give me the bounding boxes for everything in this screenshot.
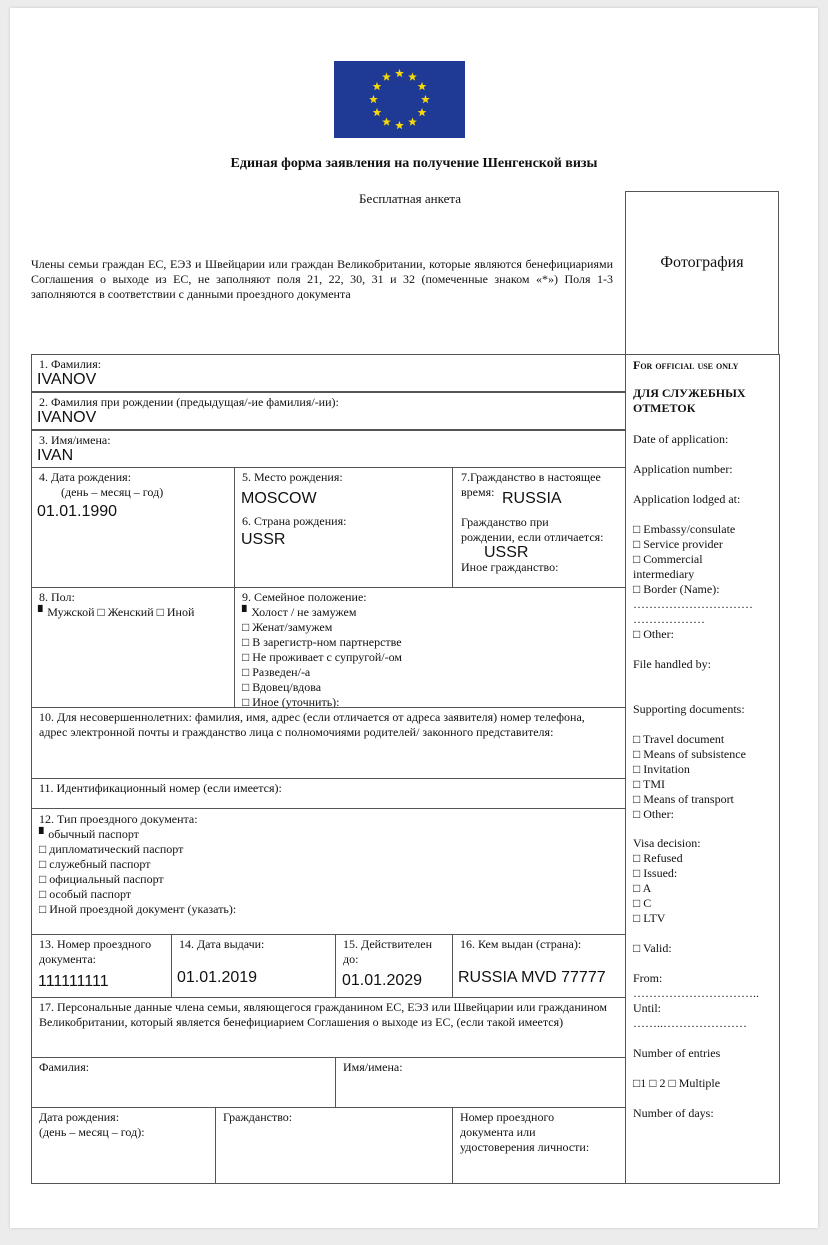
official-heading: For official use only xyxy=(633,358,739,372)
lodged-option-7: □ Other: xyxy=(633,627,674,641)
field-6-label: 6. Страна рождения: xyxy=(242,514,347,528)
field-13-value: 111111111 xyxy=(38,973,109,990)
field-12-document-type[interactable] xyxy=(31,808,626,935)
field-7-birth-label-b: рождении, если отличается: xyxy=(461,530,604,544)
field-5-6-birth-place[interactable] xyxy=(234,467,453,588)
official-until: Until: xyxy=(633,1001,662,1015)
field-11-label: 11. Идентификационный номер (если имеется): xyxy=(39,781,282,795)
field-16-label: 16. Кем выдан (страна): xyxy=(460,937,582,951)
field-17-citizenship[interactable] xyxy=(215,1107,453,1184)
official-visa-decision: Visa decision: xyxy=(633,836,701,850)
field-5-label: 5. Место рождения: xyxy=(242,470,343,484)
official-decision-options xyxy=(633,851,683,926)
photo-box xyxy=(625,191,779,355)
field-17-label: 17. Персональные данные члена семьи, являющегося гражданином ЕС, ЕЭЗ или Швейцарии или гражданином Великобритании, который является бенефициарием Соглашения о выходе из ЕС, (если такой имеется) xyxy=(39,1000,607,1029)
field-7-birth-value: USSR xyxy=(484,544,529,561)
marital-option-married[interactable]: □ Женат/замужем xyxy=(242,620,333,634)
lodged-option-6: ……………… xyxy=(633,612,705,626)
field-12-options[interactable] xyxy=(39,827,236,917)
field-4-sublabel: (день – месяц – год) xyxy=(61,485,164,499)
official-lodged-options xyxy=(633,522,753,642)
field-13-label-b: документа: xyxy=(39,952,96,966)
field-4-value: 01.01.1990 xyxy=(37,503,118,520)
supporting-option-4: □ Means of transport xyxy=(633,792,734,806)
official-supporting-options xyxy=(633,732,746,822)
supporting-option-2: □ Invitation xyxy=(633,762,690,776)
field-7-other-label: Иное гражданство: xyxy=(461,560,559,574)
field-7-label-b: время: xyxy=(461,485,495,499)
field-17-dob-label-b: (день – месяц – год): xyxy=(39,1125,145,1139)
doc-option-special[interactable]: □ особый паспорт xyxy=(39,887,132,901)
doc-option-ordinary[interactable]: ▘обычный паспорт xyxy=(39,827,139,841)
field-17-first-name[interactable] xyxy=(335,1057,626,1108)
field-4-label: 4. Дата рождения: xyxy=(39,470,132,484)
lodged-option-3: intermediary xyxy=(633,567,695,581)
field-17-doc-label-b: документа или xyxy=(460,1125,536,1139)
field-5-value: MOSCOW xyxy=(241,490,317,507)
official-use-column xyxy=(625,354,780,1184)
field-13-label-a: 13. Номер проездного xyxy=(39,937,152,951)
field-17-document-number[interactable] xyxy=(452,1107,626,1184)
doc-option-other[interactable]: □ Иной проездной документ (указать): xyxy=(39,902,237,916)
marital-option-divorced[interactable]: □ Разведен/-а xyxy=(242,665,311,679)
lodged-option-4: □ Border (Name): xyxy=(633,582,720,596)
official-from-dots: ………………………….. xyxy=(633,986,759,1000)
field-15-label-a: 15. Действителен xyxy=(343,937,433,951)
lodged-option-5: ………………………… xyxy=(633,597,753,611)
field-7-citizenship[interactable] xyxy=(452,467,626,588)
field-11-id-number[interactable] xyxy=(31,778,626,809)
field-10-guardian[interactable] xyxy=(31,707,626,779)
field-16-value: RUSSIA MVD 77777 xyxy=(458,969,606,986)
field-16-issued-by[interactable] xyxy=(452,934,626,998)
field-3-label: 3. Имя/имена: xyxy=(39,433,111,447)
official-from: From: xyxy=(633,971,663,985)
field-9-options[interactable] xyxy=(242,605,402,710)
marital-option-other[interactable]: □ Иное (уточнить): xyxy=(242,695,340,709)
field-8-sex[interactable] xyxy=(31,587,235,708)
field-14-label: 14. Дата выдачи: xyxy=(179,937,265,951)
field-17-doc-label-c: удостоверения личности: xyxy=(460,1140,590,1154)
eu-flag-logo xyxy=(334,61,465,138)
field-9-marital-status[interactable] xyxy=(234,587,626,708)
decision-option-4: □ LTV xyxy=(633,911,666,925)
official-heading-ru-a: ДЛЯ СЛУЖЕБНЫХ xyxy=(633,386,746,400)
field-3-value: IVAN xyxy=(37,447,74,464)
form-subtitle: Бесплатная анкета xyxy=(359,191,461,206)
field-17-citizenship-label: Гражданство: xyxy=(223,1110,293,1124)
official-valid: □ Valid: xyxy=(633,941,672,955)
doc-option-diplomatic[interactable]: □ дипломатический паспорт xyxy=(39,842,184,856)
field-13-document-number[interactable] xyxy=(31,934,172,998)
field-2-value: IVANOV xyxy=(37,409,97,426)
supporting-option-5: □ Other: xyxy=(633,807,674,821)
field-2-label: 2. Фамилия при рождении (предыдущая/-ие фамилия/-ии): xyxy=(39,395,339,409)
marital-option-separated[interactable]: □ Не проживает с супругой/-ом xyxy=(242,650,402,664)
field-8-label: 8. Пол: xyxy=(39,590,75,604)
supporting-option-3: □ TMI xyxy=(633,777,666,791)
official-supporting: Supporting documents: xyxy=(633,702,745,716)
decision-option-3: □ C xyxy=(633,896,652,910)
official-until-dots: ……..………………… xyxy=(633,1016,747,1030)
field-17-dob-label-a: Дата рождения: xyxy=(39,1110,120,1124)
decision-option-1: □ Issued: xyxy=(633,866,678,880)
official-entries: Number of entries xyxy=(633,1046,721,1060)
lodged-option-2: □ Commercial xyxy=(633,552,703,566)
official-heading-ru-b: ОТМЕТОК xyxy=(633,401,696,415)
field-7-birth-label-a: Гражданство при xyxy=(461,515,549,529)
marital-option-widowed[interactable]: □ Вдовец/вдова xyxy=(242,680,322,694)
field-8-options[interactable]: ▘Мужской □ Женский □ Иной xyxy=(38,605,195,619)
lodged-option-1: □ Service provider xyxy=(633,537,723,551)
field-17-family-member xyxy=(31,997,626,1058)
form-notice: Члены семьи граждан ЕС, ЕЭЗ и Швейцарии или граждан Великобритании, которые являются бенефициариями Соглашения о выходе из ЕС, не заполняют поля 21, 22, 30, 31 и 32 (помеченные знаком «*») Поля 1-3 заполняются в соответствии с данными проездного документа xyxy=(31,257,613,301)
field-17-birth-date[interactable] xyxy=(31,1107,216,1184)
lodged-option-0: □ Embassy/consulate xyxy=(633,522,736,536)
decision-option-0: □ Refused xyxy=(633,851,683,865)
form-title: Единая форма заявления на получение Шенгенской визы xyxy=(230,156,598,171)
official-application-number: Application number: xyxy=(633,462,733,476)
field-7-value: RUSSIA xyxy=(502,490,562,507)
field-3-first-name[interactable] xyxy=(31,430,626,468)
field-14-issue-date[interactable] xyxy=(171,934,336,998)
supporting-option-1: □ Means of subsistence xyxy=(633,747,746,761)
field-9-label: 9. Семейное положение: xyxy=(242,590,367,604)
official-lodged-at: Application lodged at: xyxy=(633,492,741,506)
field-6-value: USSR xyxy=(241,531,286,548)
official-days: Number of days: xyxy=(633,1106,714,1120)
decision-option-2: □ A xyxy=(633,881,652,895)
doc-option-service[interactable]: □ служебный паспорт xyxy=(39,857,151,871)
field-1-surname[interactable] xyxy=(31,354,626,392)
field-17-surname[interactable] xyxy=(31,1057,336,1108)
field-17-surname-label: Фамилия: xyxy=(39,1060,90,1074)
supporting-option-0: □ Travel document xyxy=(633,732,725,746)
field-2-birth-surname[interactable] xyxy=(31,392,626,430)
field-17-doc-label-a: Номер проездного xyxy=(460,1110,555,1124)
official-file-handled: File handled by: xyxy=(633,657,711,671)
official-heading-ru xyxy=(633,386,746,416)
photo-label: Фотография xyxy=(660,254,744,271)
visa-application-page xyxy=(10,8,818,1228)
field-15-valid-until[interactable] xyxy=(335,934,453,998)
field-15-label-b: до: xyxy=(343,952,359,966)
marital-option-partnership[interactable]: □ В зарегистр-ном партнерстве xyxy=(242,635,402,649)
field-7-label-a: 7.Гражданство в настоящее xyxy=(461,470,601,484)
official-date-of-application: Date of application: xyxy=(633,432,729,446)
field-1-value: IVANOV xyxy=(37,371,97,388)
field-14-value: 01.01.2019 xyxy=(177,969,258,986)
field-10-label: 10. Для несовершеннолетних: фамилия, имя, адрес (если отличается от адреса заявителя) номер телефона, адрес электронной почты и гражданство лица с полномочиями родителей/ законного представителя: xyxy=(39,710,585,739)
official-entries-options: □1 □ 2 □ Multiple xyxy=(633,1076,721,1090)
doc-option-official[interactable]: □ официальный паспорт xyxy=(39,872,164,886)
field-4-birth-date[interactable] xyxy=(31,467,235,588)
field-12-label: 12. Тип проездного документа: xyxy=(39,812,198,826)
field-15-value: 01.01.2029 xyxy=(342,972,423,989)
field-1-label: 1. Фамилия: xyxy=(39,357,102,371)
marital-option-single[interactable]: ▘Холост / не замужем xyxy=(242,605,357,619)
field-17-name-label: Имя/имена: xyxy=(343,1060,403,1074)
